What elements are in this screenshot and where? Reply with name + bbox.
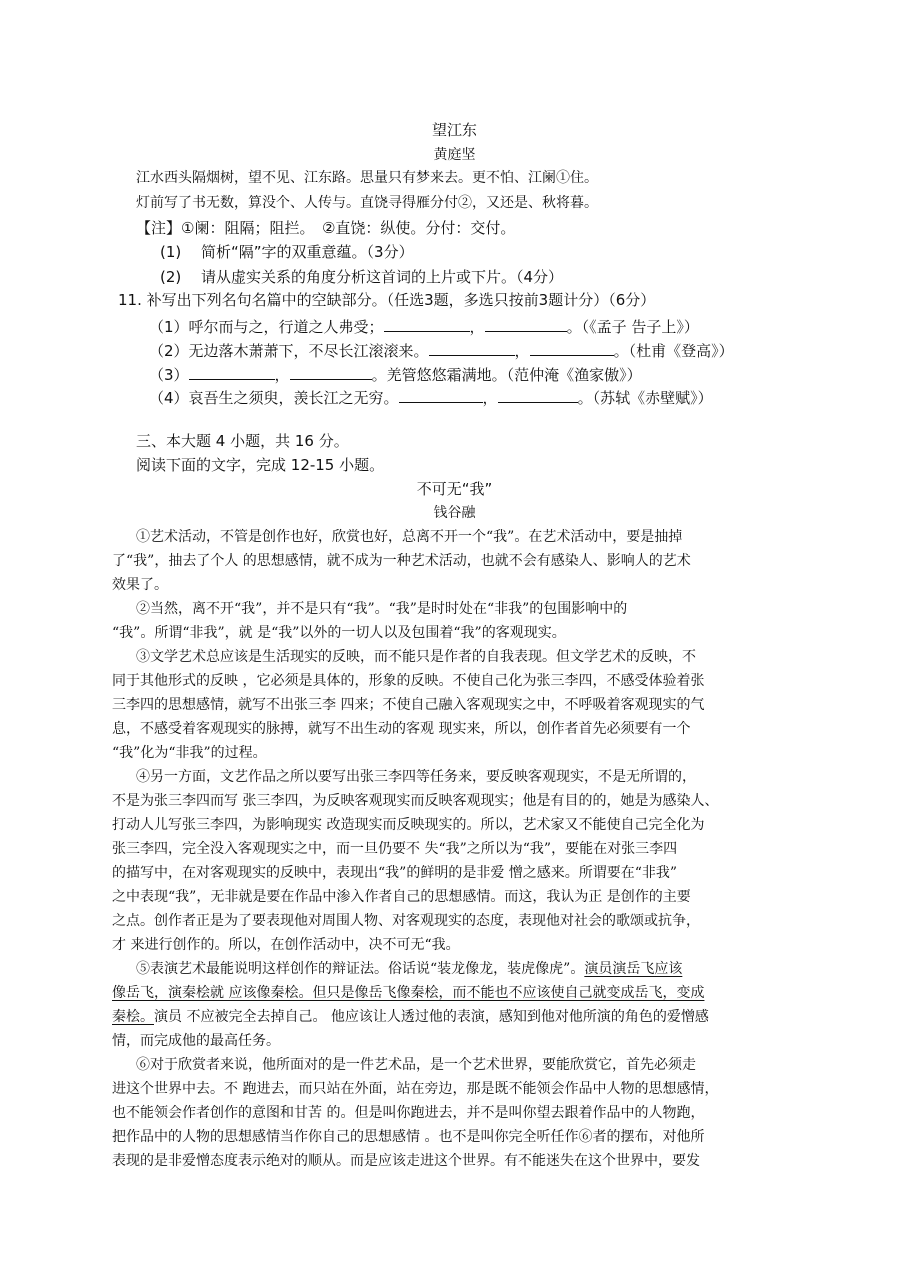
q11-item-2-source: 。（杜甫《登高》） <box>613 342 734 360</box>
q11-item-2-comma: ， <box>514 342 530 360</box>
essay-line: ①艺术活动，不管是创作也好，欣赏也好，总离不开一个“我”。在艺术活动中，要是抽掉 <box>136 529 683 545</box>
essay-line: “我”。所谓“非我”，就 是“我”以外的一切人以及包围着“我”的客观现实。 <box>112 625 566 641</box>
q11-item-1-source: 。（《孟子 告子上》） <box>566 318 699 336</box>
essay-line: 情，而完成他的最高任务。 <box>112 1033 280 1049</box>
poem-title: 望江东 <box>431 121 477 139</box>
q11-item-4-comma: ， <box>482 389 498 407</box>
answer-blank[interactable] <box>290 365 372 380</box>
essay-line: 不是为张三李四而写 张三李四，为反映客观现实而反映客观现实；他是有目的的，她是为感染人、 <box>112 793 719 809</box>
answer-blank[interactable] <box>485 317 567 332</box>
essay-title: 不可无“我” <box>416 480 493 498</box>
essay-line <box>112 1010 709 1024</box>
q11-item-1-comma: ， <box>469 318 485 336</box>
q11-item-1-text: （1）呼尔而与之，行道之人弗受； <box>149 318 384 336</box>
essay-line <box>136 962 682 976</box>
q11-item-4-source: 。（苏轼《赤壁赋》） <box>577 389 713 407</box>
essay-line: 表现的是非爱憎态度表示绝对的顺从。而是应该走进这个世界。有不能迷失在这个世界中，要发 <box>112 1153 700 1169</box>
essay-line: 之点。创作者正是为了要表现他对周围人物、对客观现实的态度，表现他对社会的歌颂或抗争， <box>112 913 700 929</box>
q11-item-3 <box>149 365 642 383</box>
p5-underlined-text: 像岳飞，演秦桧就 应该像秦桧。但只是像岳飞像秦桧，而不能也不应该使自己就变成岳飞，变成 <box>112 985 705 1001</box>
poem-author: 黄庭坚 <box>433 147 476 163</box>
essay-line <box>112 986 704 1000</box>
essay-line: ④另一方面，文艺作品之所以要写出张三李四等任务来，要反映客观现实，不是无所谓的， <box>136 769 696 785</box>
q11-item-3-comma: ， <box>274 366 290 384</box>
essay-line: ⑥对于欣赏者来说，他所面对的是一件艺术品，是一个艺术世界，要能欣赏它，首先必须走 <box>136 1057 696 1073</box>
answer-blank[interactable] <box>530 341 614 356</box>
essay-line: ③文学艺术总应该是生活现实的反映，而不能只是作者的自我表现。但文学艺术的反映，不 <box>136 649 696 665</box>
essay-line: 进这个世界中去。不 跑进去，而只站在外面，站在旁边，那是既不能领会作品中人物的思想感情， <box>112 1081 719 1097</box>
essay-line: 也不能领会作者创作的意图和甘苦 的。但是叫你跑进去，并不是叫你望去跟着作品中的人物跑， <box>112 1105 705 1121</box>
section-instruction: 阅读下面的文字，完成 12-15 小题。 <box>136 456 385 474</box>
essay-line: 张三李四，完全没入客观现实之中，而一旦仍要不 失“我”之所以为“我”，要能在对张三李四 <box>112 841 678 857</box>
poem-question-1: (1) 简析“隔”字的双重意蕴。（3分） <box>160 243 414 261</box>
answer-blank[interactable] <box>399 388 483 403</box>
essay-line: 息，不感受着客观现实的脉搏，就写不出生动的客观 现实来，所以，创作者首先必须要有一个 <box>112 721 691 737</box>
q11-stem: 11. 补写出下列名句名篇中的空缺部分。（任选3题，多选只按前3题计分）（6分） <box>118 291 656 309</box>
essay-line: “我”化为“非我”的过程。 <box>112 745 267 761</box>
poem-line-1: 江水西头隔烟树，望不见、江东路。思量只有梦来去。更不怕、江阑①住。 <box>136 170 598 186</box>
poem-note: 【注】①阑：阻隔；阻拦。 ②直饶：纵使。分付：交付。 <box>136 219 516 237</box>
section-heading: 三、本大题 4 小题，共 16 分。 <box>136 432 349 450</box>
answer-blank[interactable] <box>498 388 578 403</box>
essay-line: 的描写中，在对客观现实的反映中，表现出“我”的鲜明的是非爱 憎之感来。所谓要在“非我” <box>112 865 678 881</box>
q11-item-2-text: （2）无边落木萧萧下，不尽长江滚滚来。 <box>149 342 429 360</box>
poem-question-2: (2) 请从虚实关系的角度分析这首词的上片或下片。（4分） <box>160 268 564 286</box>
essay-line: 才 来进行创作的。所以，在创作活动中，决不可无“我。 <box>112 937 460 953</box>
q11-item-4-text: （4）哀吾生之须臾，羡长江之无穷。 <box>149 389 399 407</box>
essay-line: ②当然，离不开“我”，并不是只有“我”。“我”是时时处在“非我”的包围影响中的 <box>136 601 628 617</box>
p5-underlined-text: 秦桧。 <box>112 1009 154 1025</box>
essay-line: 把作品中的人物的思想感情当作你自己的思想感情 。也不是叫你完全听任作⑥者的摆布，对他所 <box>112 1129 705 1145</box>
p5-text: ⑤表演艺术最能说明这样创作的辩证法。俗话说“装龙像龙，装虎像虎”。 <box>136 961 585 977</box>
p5-underlined-text: 演员演岳飞应该 <box>584 961 683 977</box>
essay-line: 效果了。 <box>112 577 168 593</box>
essay-line: 打动人儿写张三李四，为影响现实 改造现实而反映现实的。所以，艺术家又不能使自己完全化为 <box>112 817 705 833</box>
q11-item-1 <box>149 317 699 335</box>
essay-line: 之中表现“我”，无非就是要在作品中渗入作者自己的思想感情。而这，我认为正 是创作的主要 <box>112 889 691 905</box>
essay-line: 了“我”，抽去了个人 的思想感情，就不成为一种艺术活动，也就不会有感染人、影响人的艺术 <box>112 553 691 569</box>
q11-item-4 <box>149 388 713 406</box>
poem-line-2: 灯前写了书无数，算没个、人传与。直饶寻得雁分付②，又还是、秋将暮。 <box>136 195 598 211</box>
answer-blank[interactable] <box>429 341 515 356</box>
p5-text: 演员 不应被完全去掉自己。 他应该让人透过他的表演，感知到他对他所演的角色的爱憎感 <box>154 1009 709 1025</box>
q11-item-2 <box>149 341 734 359</box>
q11-item-3-text: （3） <box>149 366 189 384</box>
essay-line: 同于其他形式的反映 ，它必须是具体的，形象的反映。不使自己化为张三李四，不感受体验着张 <box>112 673 705 689</box>
answer-blank[interactable] <box>189 365 275 380</box>
essay-line: 三李四的思想感情，就写不出张三李 四来；不使自己融入客观现实之中，不呼吸着客观现实的气 <box>112 697 705 713</box>
answer-blank[interactable] <box>384 317 470 332</box>
essay-author: 钱谷融 <box>433 505 476 521</box>
q11-item-3-source: 。羌管悠悠霜满地。（范仲淹《渔家傲》） <box>371 366 642 384</box>
